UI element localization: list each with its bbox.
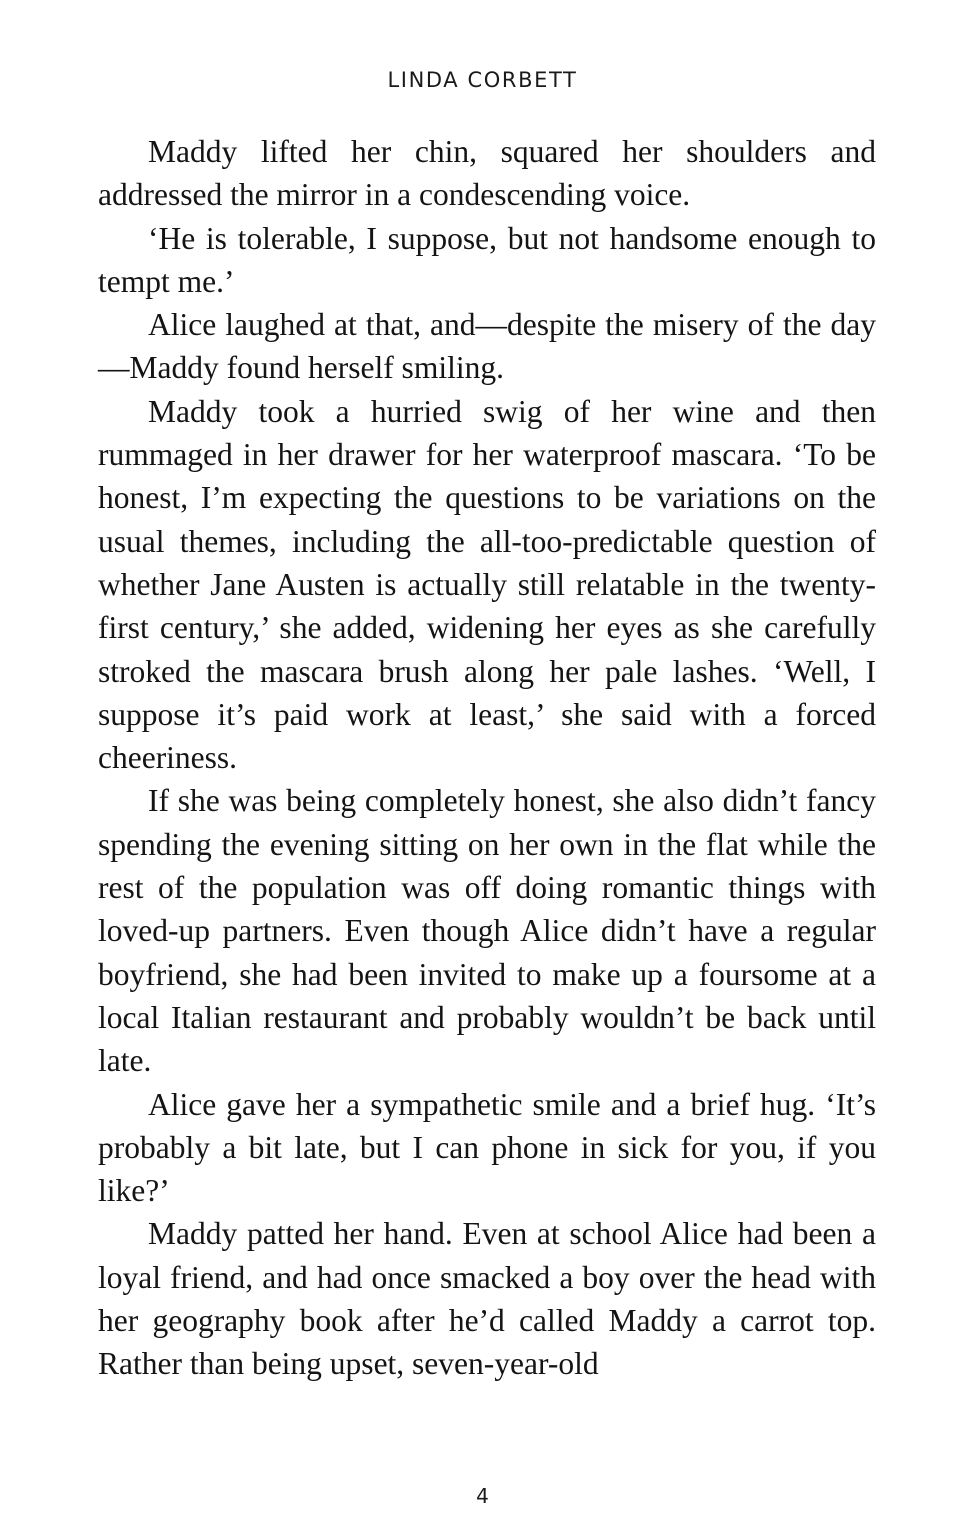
- paragraph: ‘He is tolerable, I suppose, but not handsome enough to tempt me.’: [98, 220, 876, 299]
- paragraph: Maddy patted her hand. Even at school Alice had been a loyal friend, and had once smacked a boy over the head with her geography book after he’d called Maddy a carrot top. Rather than being upset, seven-year-old: [98, 1216, 876, 1382]
- paragraph: Maddy took a hurried swig of her wine and then rummaged in her drawer for her waterproof mascara. ‘To be honest, I’m expecting the questions to be variations on the usual themes, including the all-too-predictable question of whether Jane Austen is actually still relatable in the twenty-first century,’ she added, widening her eyes as she carefully stroked the mascara brush along her pale lashes. ‘Well, I suppose it’s paid work at least,’ she said with a forced cheeriness.: [98, 393, 876, 776]
- paragraph: Alice gave her a sympathetic smile and a brief hug. ‘It’s probably a bit late, but I can phone in sick for you, if you like?’: [98, 1086, 876, 1209]
- body-text: [98, 130, 876, 1386]
- paragraph: Alice laughed at that, and—despite the misery of the day—Maddy found herself smiling.: [98, 307, 876, 386]
- paragraph: Maddy lifted her chin, squared her shoulders and addressed the mirror in a condescending voice.: [98, 134, 876, 213]
- running-head: LINDA CORBETT: [387, 68, 578, 92]
- page-number: 4: [476, 1484, 489, 1508]
- paragraph: If she was being completely honest, she also didn’t fancy spending the evening sitting on her own in the flat while the rest of the population was off doing romantic things with loved-up partners. Even though Alice didn’t have a regular boyfriend, she had been invited to make up a foursome at a local Italian restaurant and probably wouldn’t be back until late.: [98, 783, 876, 1079]
